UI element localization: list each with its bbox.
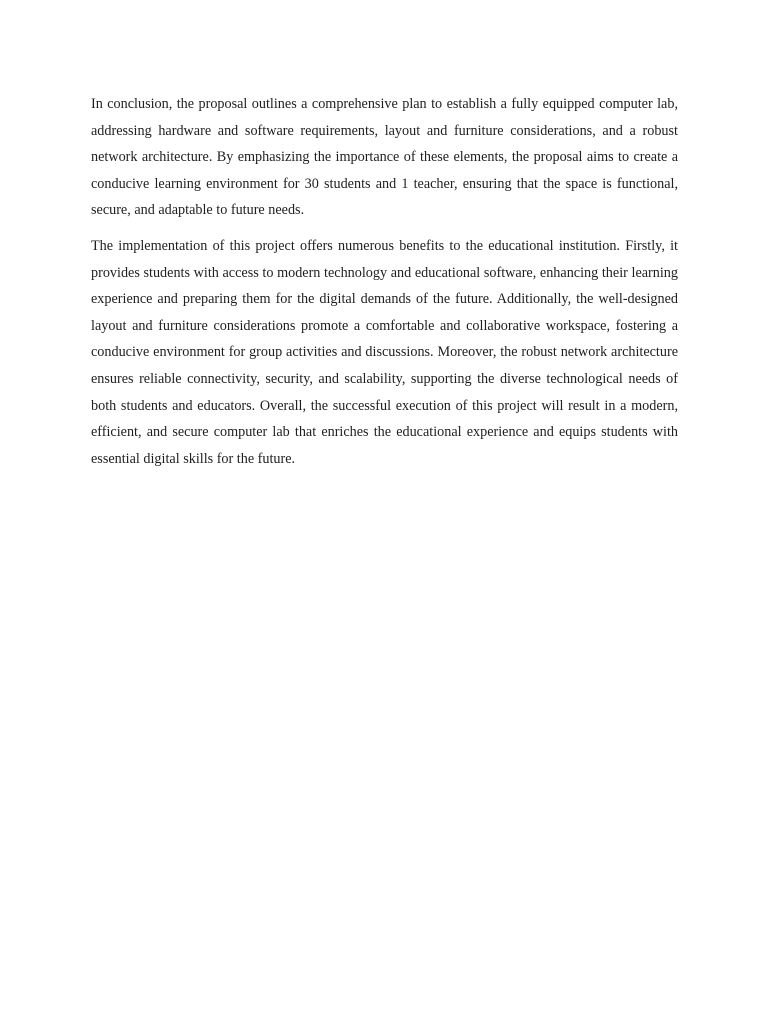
paragraph-benefits: The implementation of this project offers numerous benefits to the educational institution. Firstly, it provides students with access to modern technology and educational software, enhancing their learning experience and preparing them for the digital demands of the future. Additionally, the well-designed layout and furniture considerations promote a comfortable and collaborative workspace, fostering a conducive environment for group activities and discussions. Moreover, the robust network architecture ensures reliable connectivity, security, and scalability, supporting the diverse technological needs of both students and educators. Overall, the successful execution of this project will result in a modern, efficient, and secure computer lab that enriches the educational experience and equips students with essential digital skills for the future. — [91, 237, 678, 467]
document-body — [91, 91, 678, 472]
paragraph-conclusion: In conclusion, the proposal outlines a comprehensive plan to establish a fully equipped computer lab, addressing hardware and software requirements, layout and furniture considerations, and a robust network architecture. By emphasizing the importance of these elements, the proposal aims to create a conducive learning environment for 30 students and 1 teacher, ensuring that the space is functional, secure, and adaptable to future needs. — [91, 96, 678, 219]
